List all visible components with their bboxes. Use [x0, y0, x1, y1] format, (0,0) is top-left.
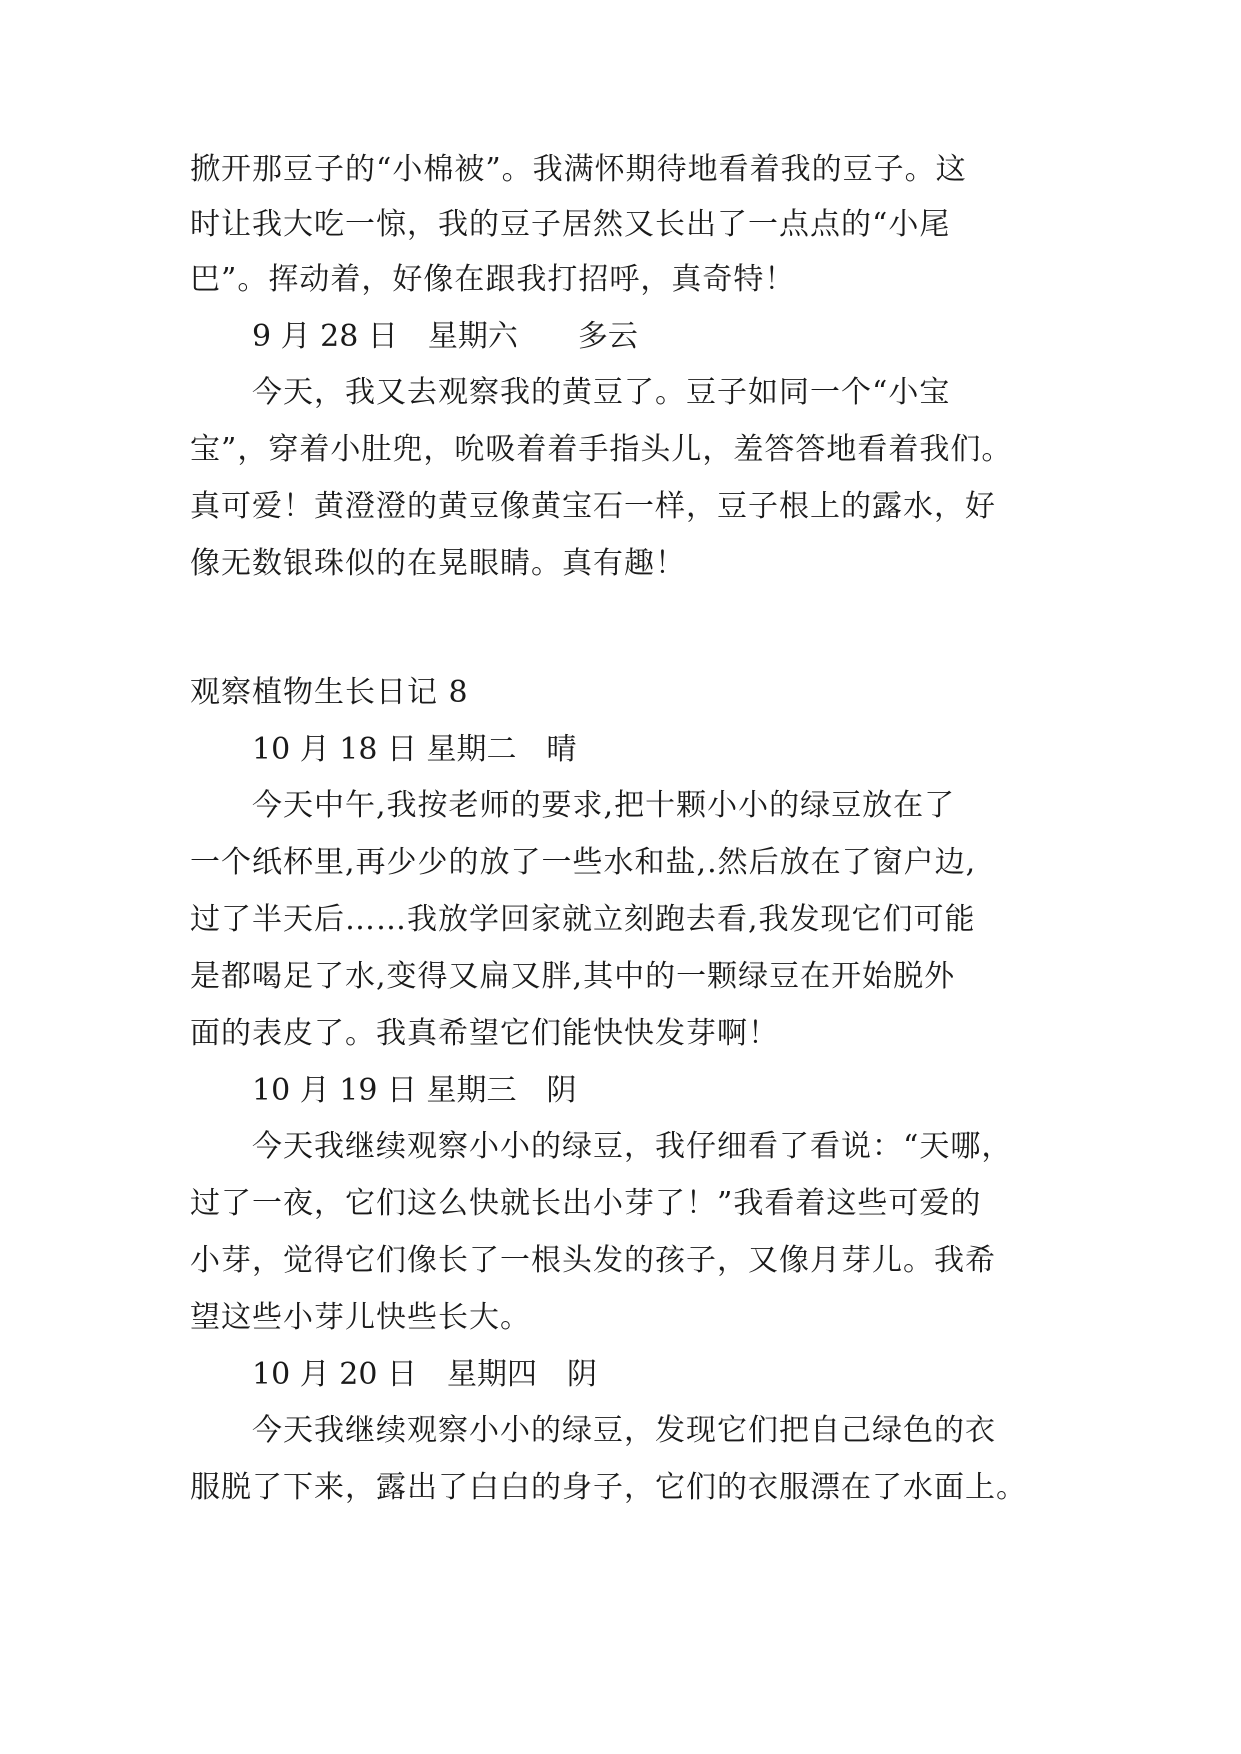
paragraph-line: 掀开那豆子的“小棉被”。我满怀期待地看着我的豆子。这	[190, 152, 967, 187]
diary-date-heading: 10 月 18 日 星期二 晴	[252, 732, 577, 767]
paragraph-line: 是都喝足了水,变得又扁又胖,其中的一颗绿豆在开始脱外	[190, 959, 956, 994]
paragraph-line: 服脱了下来，露出了白白的身子，它们的衣服漂在了水面上。	[190, 1470, 1027, 1505]
paragraph-line: 一个纸杯里,再少少的放了一些水和盐,.然后放在了窗户边,	[190, 845, 977, 880]
paragraph-line: 真可爱！黄澄澄的黄豆像黄宝石一样，豆子根上的露水，好	[190, 489, 996, 524]
diary-date-heading: 9 月 28 日 星期六 多云	[252, 319, 638, 354]
paragraph-line: 像无数银珠似的在晃眼睛。真有趣！	[190, 546, 686, 581]
paragraph-line: 宝”，穿着小肚兜，吮吸着着手指头儿，羞答答地看着我们。	[190, 432, 1013, 467]
paragraph-line: 今天中午,我按老师的要求,把十颗小小的绿豆放在了	[252, 788, 956, 823]
paragraph-line: 过了半天后……我放学回家就立刻跑去看,我发现它们可能	[190, 902, 976, 937]
paragraph-line: 今天我继续观察小小的绿豆，发现它们把自己绿色的衣	[252, 1413, 996, 1448]
paragraph-line: 今天我继续观察小小的绿豆，我仔细看了看说：“天哪，	[252, 1129, 1013, 1164]
paragraph-line: 望这些小芽儿快些长大。	[190, 1300, 531, 1335]
diary-date-heading: 10 月 19 日 星期三 阴	[252, 1073, 577, 1108]
paragraph-line: 过了一夜，它们这么快就长出小芽了！”我看着这些可爱的	[190, 1186, 982, 1221]
paragraph-line: 今天，我又去观察我的黄豆了。豆子如同一个“小宝	[252, 375, 951, 410]
paragraph-line: 时让我大吃一惊，我的豆子居然又长出了一点点的“小尾	[190, 207, 951, 242]
paragraph-line: 面的表皮了。我真希望它们能快快发芽啊！	[190, 1016, 779, 1051]
paragraph-line: 小芽，觉得它们像长了一根头发的孩子，又像月芽儿。我希	[190, 1243, 996, 1278]
paragraph-line: 巴”。挥动着，好像在跟我打招呼，真奇特！	[190, 262, 796, 297]
section-title: 观察植物生长日记 8	[190, 675, 469, 710]
diary-date-heading: 10 月 20 日 星期四 阴	[252, 1357, 597, 1392]
